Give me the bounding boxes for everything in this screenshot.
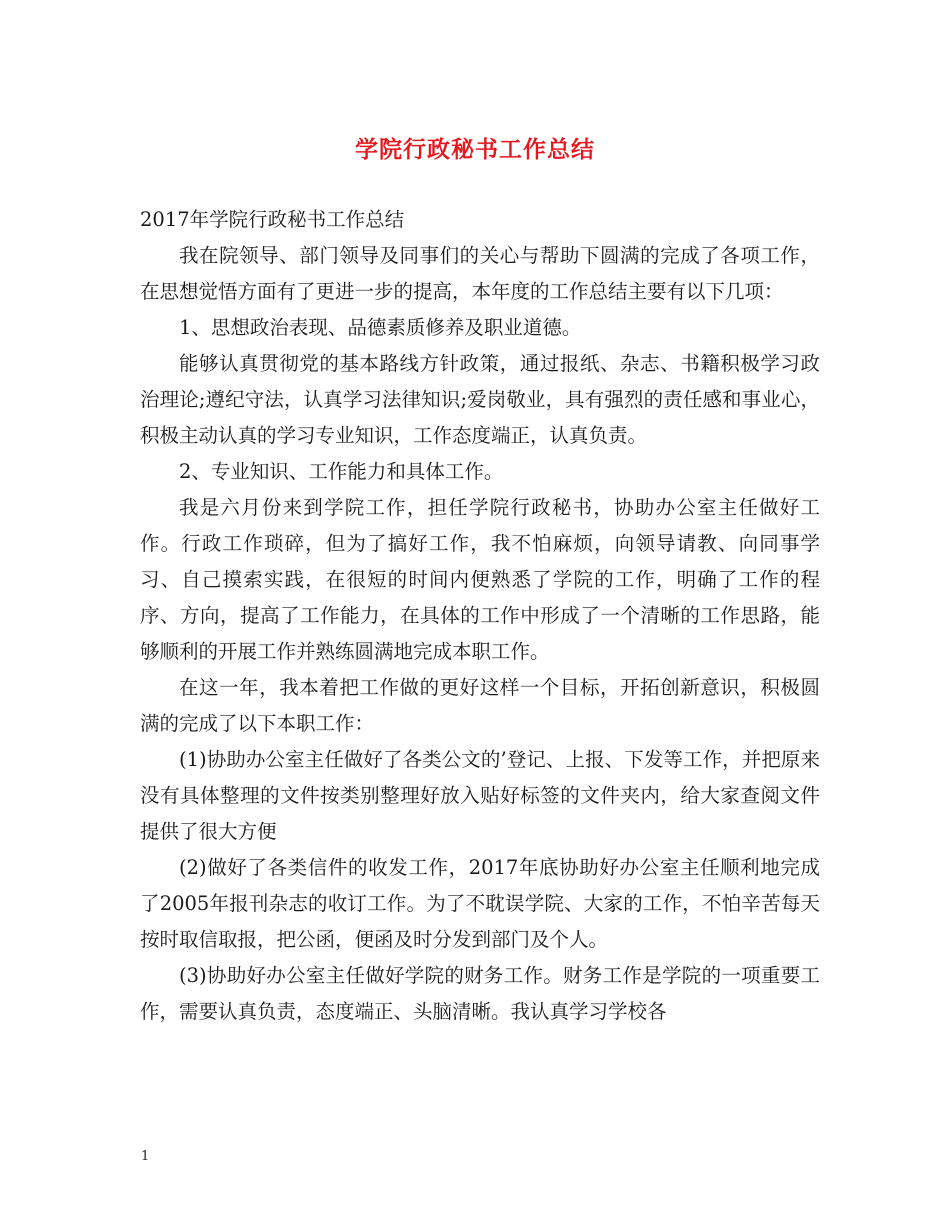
document-body (140, 202, 820, 1030)
list-item-2: (2)做好了各类信件的收发工作，2017年底协助好办公室主任顺利地完成了2005年报刊杂志的收订工作。为了不耽误学院、大家的工作，不怕辛苦每天按时取信取报，把公函，便函及时分发到部门及个人。 (140, 856, 820, 951)
paragraph-section-2: 我是六月份来到学院工作，担任学院行政秘书，协助办公室主任做好工作。行政工作琐碎，但为了搞好工作，我不怕麻烦，向领导请教、向同事学习、自己摸索实践，在很短的时间内便熟悉了学院的工作，明确了工作的程序、方向，提高了工作能力，在具体的工作中形成了一个清晰的工作思路，能够顺利的开展工作并熟练圆满地完成本职工作。 (140, 496, 820, 663)
list-item-1: (1)协助办公室主任做好了各类公文的’登记、上报、下发等工作，并把原来没有具体整理的文件按类别整理好放入贴好标签的文件夹内，给大家查阅文件提供了很大方便 (140, 748, 820, 843)
page-number: 1 (141, 1149, 150, 1164)
document-title: 学院行政秘书工作总结 (355, 136, 595, 163)
paragraph-duties-intro: 在这一年，我本着把工作做的更好这样一个目标，开拓创新意识，积极圆满的完成了以下本职工作： (140, 676, 820, 735)
paragraph-intro: 我在院领导、部门领导及同事们的关心与帮助下圆满的完成了各项工作，在思想觉悟方面有了更进一步的提高，本年度的工作总结主要有以下几项： (140, 244, 820, 303)
paragraph-section-1: 能够认真贯彻党的基本路线方针政策，通过报纸、杂志、书籍积极学习政治理论;遵纪守法，认真学习法律知识;爱岗敬业，具有强烈的责任感和事业心，积极主动认真的学习专业知识，工作态度端正，认真负责。 (140, 352, 820, 447)
paragraph-subtitle: 2017年学院行政秘书工作总结 (140, 208, 405, 231)
list-item-3: (3)协助好办公室主任做好学院的财务工作。财务工作是学院的一项重要工作，需要认真负责，态度端正、头脑清晰。我认真学习学校各 (140, 964, 820, 1023)
section-heading-1: 1、思想政治表现、品德素质修养及职业道德。 (179, 316, 582, 339)
section-heading-2: 2、专业知识、工作能力和具体工作。 (179, 460, 504, 483)
